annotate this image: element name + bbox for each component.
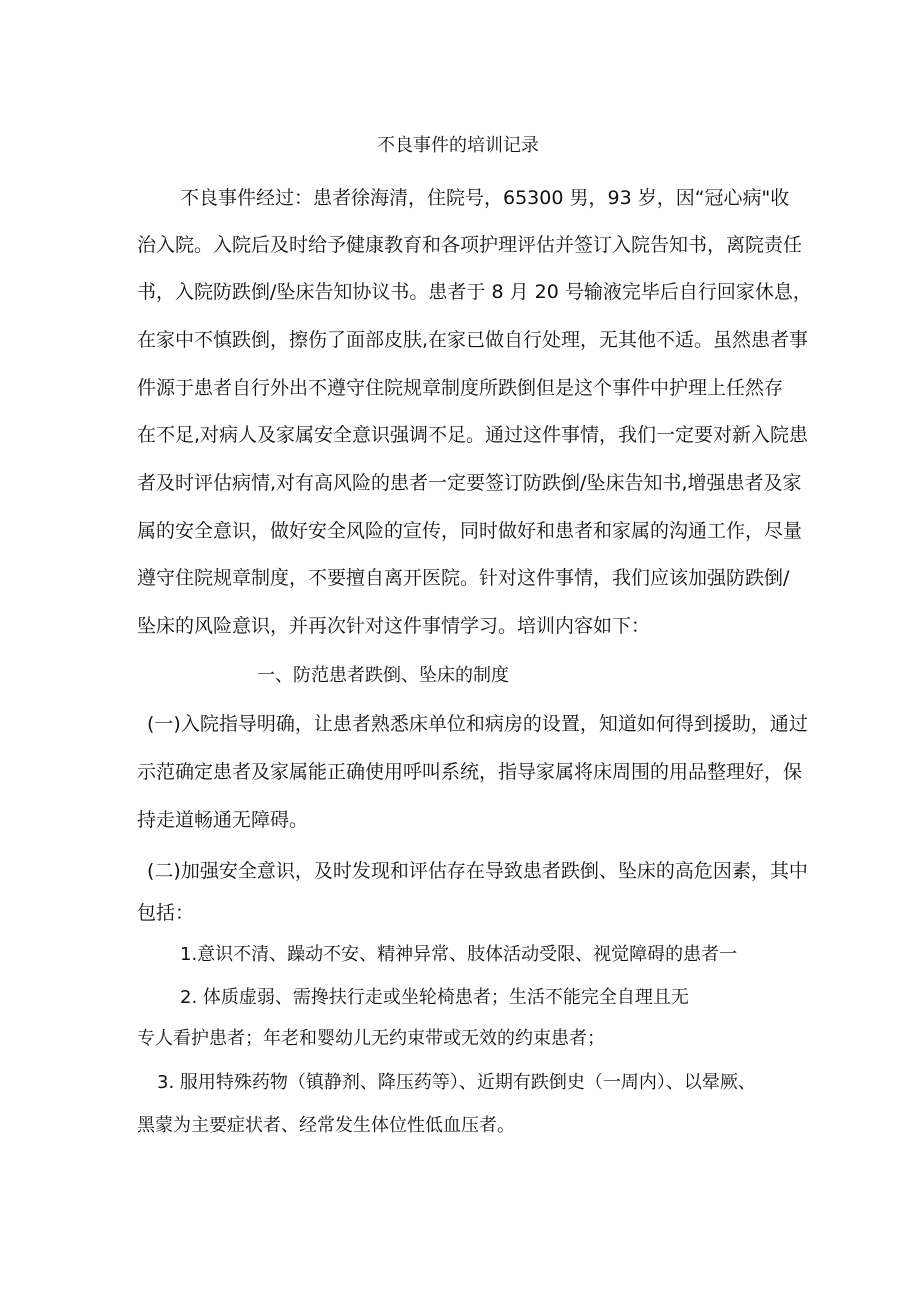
item-one-line: 示范确定患者及家属能正确使用呼叫系统，指导家属将床周围的用品整理好，保 xyxy=(137,761,803,783)
sub-item-three-line: 3. 服用特殊药物（镇静剂、降压药等）、近期有跌倒史（一周内）、以晕厥、 xyxy=(157,1072,756,1093)
paragraph-line: 在家中不慎跌倒，擦伤了面部皮肤,在家已做自行处理，无其他不适。虽然患者事 xyxy=(137,329,809,351)
paragraph-line: 件源于患者自行外出不遵守住院规章制度所跌倒但是这个事件中护理上任然存 xyxy=(137,377,784,399)
sub-item-one: 1.意识不清、躁动不安、精神异常、肢体活动受限、视觉障碍的患者一 xyxy=(180,944,738,965)
item-two-line: (二)加强安全意识，及时发现和评估存在导致患者跌倒、坠床的高危因素，其中 xyxy=(147,860,808,882)
sub-item-three-line: 黑蒙为主要症状者、经常发生体位性低血压者。 xyxy=(137,1115,515,1136)
item-one-line: (一)入院指导明确，让患者熟悉床单位和病房的设置，知道如何得到援助，通过 xyxy=(147,713,808,735)
paragraph-line: 者及时评估病情,对有高风险的患者一定要签订防跌倒/坠床告知书,增强患者及家 xyxy=(137,472,802,494)
sub-item-two-line: 专人看护患者；年老和婴幼儿无约束带或无效的约束患者； xyxy=(137,1028,605,1049)
paragraph-line: 不良事件经过：患者徐海清，住院号，65300 男，93 岁，因“冠心病"收 xyxy=(180,187,790,209)
paragraph-line: 在不足,对病人及家属安全意识强调不足。通过这件事情，我们一定要对新入院患 xyxy=(137,424,809,446)
section-heading: 一、防范患者跌倒、坠床的制度 xyxy=(257,665,509,686)
sub-item-two-line: 2. 体质虚弱、需搀扶行走或坐轮椅患者；生活不能完全自理且无 xyxy=(180,987,689,1008)
paragraph-line: 治入院。入院后及时给予健康教育和各项护理评估并签订入院告知书，离院责任 xyxy=(137,234,803,256)
paragraph-line: 遵守住院规章制度，不要擅自离开医院。针对这件事情，我们应该加强防跌倒/ xyxy=(137,567,790,589)
paragraph-line: 坠床的风险意识，并再次针对这件事情学习。培训内容如下： xyxy=(137,615,651,637)
item-one-line: 持走道畅通无障碍。 xyxy=(137,809,309,831)
page-title: 不良事件的培训记录 xyxy=(377,135,539,156)
paragraph-line: 属的安全意识，做好安全风险的宣传，同时做好和患者和家属的沟通工作，尽量 xyxy=(137,520,803,542)
paragraph-line: 书，入院防跌倒/坠床告知协议书。患者于 8 月 20 号输液完毕后自行回家休息， xyxy=(137,281,812,303)
item-two-line: 包括： xyxy=(137,902,195,924)
